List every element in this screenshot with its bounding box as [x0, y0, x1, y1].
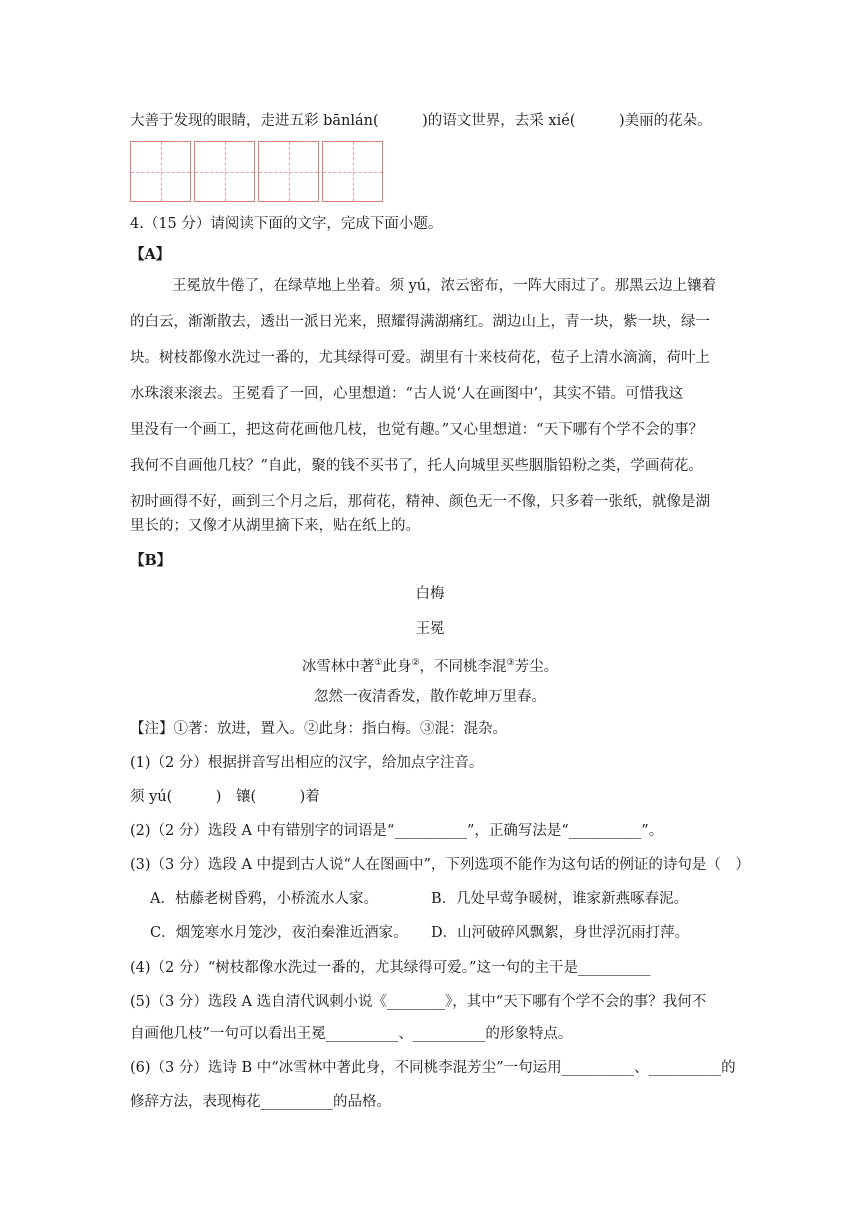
question-6[interactable]: (6)（3 分）选诗 B 中“冰雪林中著此身，不同桃李混芳尘”一句运用__________、__________的: [130, 1060, 736, 1076]
option-d[interactable]: D．山河破碎风飘絮，身世浮沉雨打萍。: [431, 925, 690, 941]
poem-note: 【注】①著：放进，置入。②此身：指白梅。③混：混杂。: [130, 721, 507, 737]
writing-grid: [130, 141, 383, 202]
option-b[interactable]: B．几处早莺争暖树，谁家新燕啄春泥。: [431, 891, 689, 907]
question-4[interactable]: (4)（2 分）“树枝都像水洗过一番的，尤其绿得可爱。”这一句的主干是__________: [130, 960, 651, 976]
section-a-label: 【A】: [130, 246, 171, 263]
option-c[interactable]: C．烟笼寒水月笼沙，夜泊秦淮近酒家。: [150, 925, 408, 941]
question-1-blanks[interactable]: 须 yú( ) 镶( )着: [130, 789, 320, 805]
poem-text: 冰雪林中著: [301, 658, 375, 675]
question-5-cont[interactable]: 自画他几枝”一句可以看出王冕__________、__________的形象特点。: [130, 1026, 573, 1042]
passage-a-line: 我何不自画他几枝？”自此，聚的钱不买书了，托人向城里买些胭脂铅粉之类，学画荷花。: [130, 458, 703, 474]
poem-author: 王冕: [415, 621, 445, 637]
poem-line-1: [0, 652, 860, 678]
poem-line-2: 忽然一夜清香发，散作乾坤万里春。: [314, 689, 546, 705]
passage-a-line: 的白云，渐渐散去，透出一派日光来，照耀得满湖痛红。湖边山上，青一块，紫一块，绿一: [130, 314, 710, 330]
passage-a-line: 初时画得不好，画到三个月之后，那荷花，精神、颜色无一不像，只多着一张纸，就像是湖: [130, 494, 710, 510]
footnote-mark: ③: [506, 658, 515, 668]
question-5[interactable]: (5)（3 分）选段 A 选自清代讽刺小说《________》，其中“天下哪有个学不会的事？我何不: [130, 994, 707, 1010]
grid-cell[interactable]: [258, 141, 319, 202]
grid-pair-1: [130, 141, 191, 202]
poem-title: 白梅: [415, 586, 445, 602]
option-a[interactable]: A．枯藤老树昏鸦，小桥流水人家。: [150, 891, 378, 907]
section-b-label: 【B】: [130, 552, 172, 569]
footnote-mark: ①: [374, 658, 383, 668]
question-4-header: 4.（15 分）请阅读下面的文字，完成下面小题。: [130, 216, 443, 232]
grid-cell[interactable]: [322, 141, 383, 202]
intro-sentence: 大善于发现的眼睛，走进五彩 bānlán( )的语文世界，去采 xié( )美丽的花朵。: [130, 113, 712, 129]
passage-a-line: 水珠滚来滚去。王冕看了一回，心里想道：“古人说‘人在画图中’，其实不错。可惜我这: [130, 386, 684, 402]
question-2[interactable]: (2)（2 分）选段 A 中有错别字的词语是“__________”，正确写法是“__________”。: [130, 823, 664, 839]
poem-text: ，不同桃李混: [419, 658, 507, 675]
question-1: (1)（2 分）根据拼音写出相应的汉字，给加点字注音。: [130, 755, 484, 771]
footnote-mark: ②: [411, 658, 420, 668]
question-6-cont[interactable]: 修辞方法，表现梅花__________的品格。: [130, 1094, 391, 1110]
poem-text: 芳尘。: [514, 658, 559, 675]
passage-a-line: 块。树枝都像水洗过一番的，尤其绿得可爱。湖里有十来枝荷花，苞子上清水滴滴，荷叶上: [130, 350, 710, 366]
passage-a-line: 里长的；又像才从湖里摘下来，贴在纸上的。: [130, 518, 420, 534]
question-3: (3)（3 分）选段 A 中提到古人说“人在图画中”，下列选项不能作为这句话的例证的诗句是（ ）: [130, 857, 750, 873]
poem-text: 此身: [382, 658, 412, 675]
passage-a-line: 里没有一个画工，把这荷花画他几枝，也觉有趣。”又心里想道：“天下哪有个学不会的事？: [130, 422, 704, 438]
grid-cell[interactable]: [130, 141, 191, 202]
passage-a-line: 王冕放牛倦了，在绿草地上坐着。须 yú，浓云密布，一阵大雨过了。那黑云边上镶着: [172, 278, 717, 294]
grid-cell[interactable]: [194, 141, 255, 202]
